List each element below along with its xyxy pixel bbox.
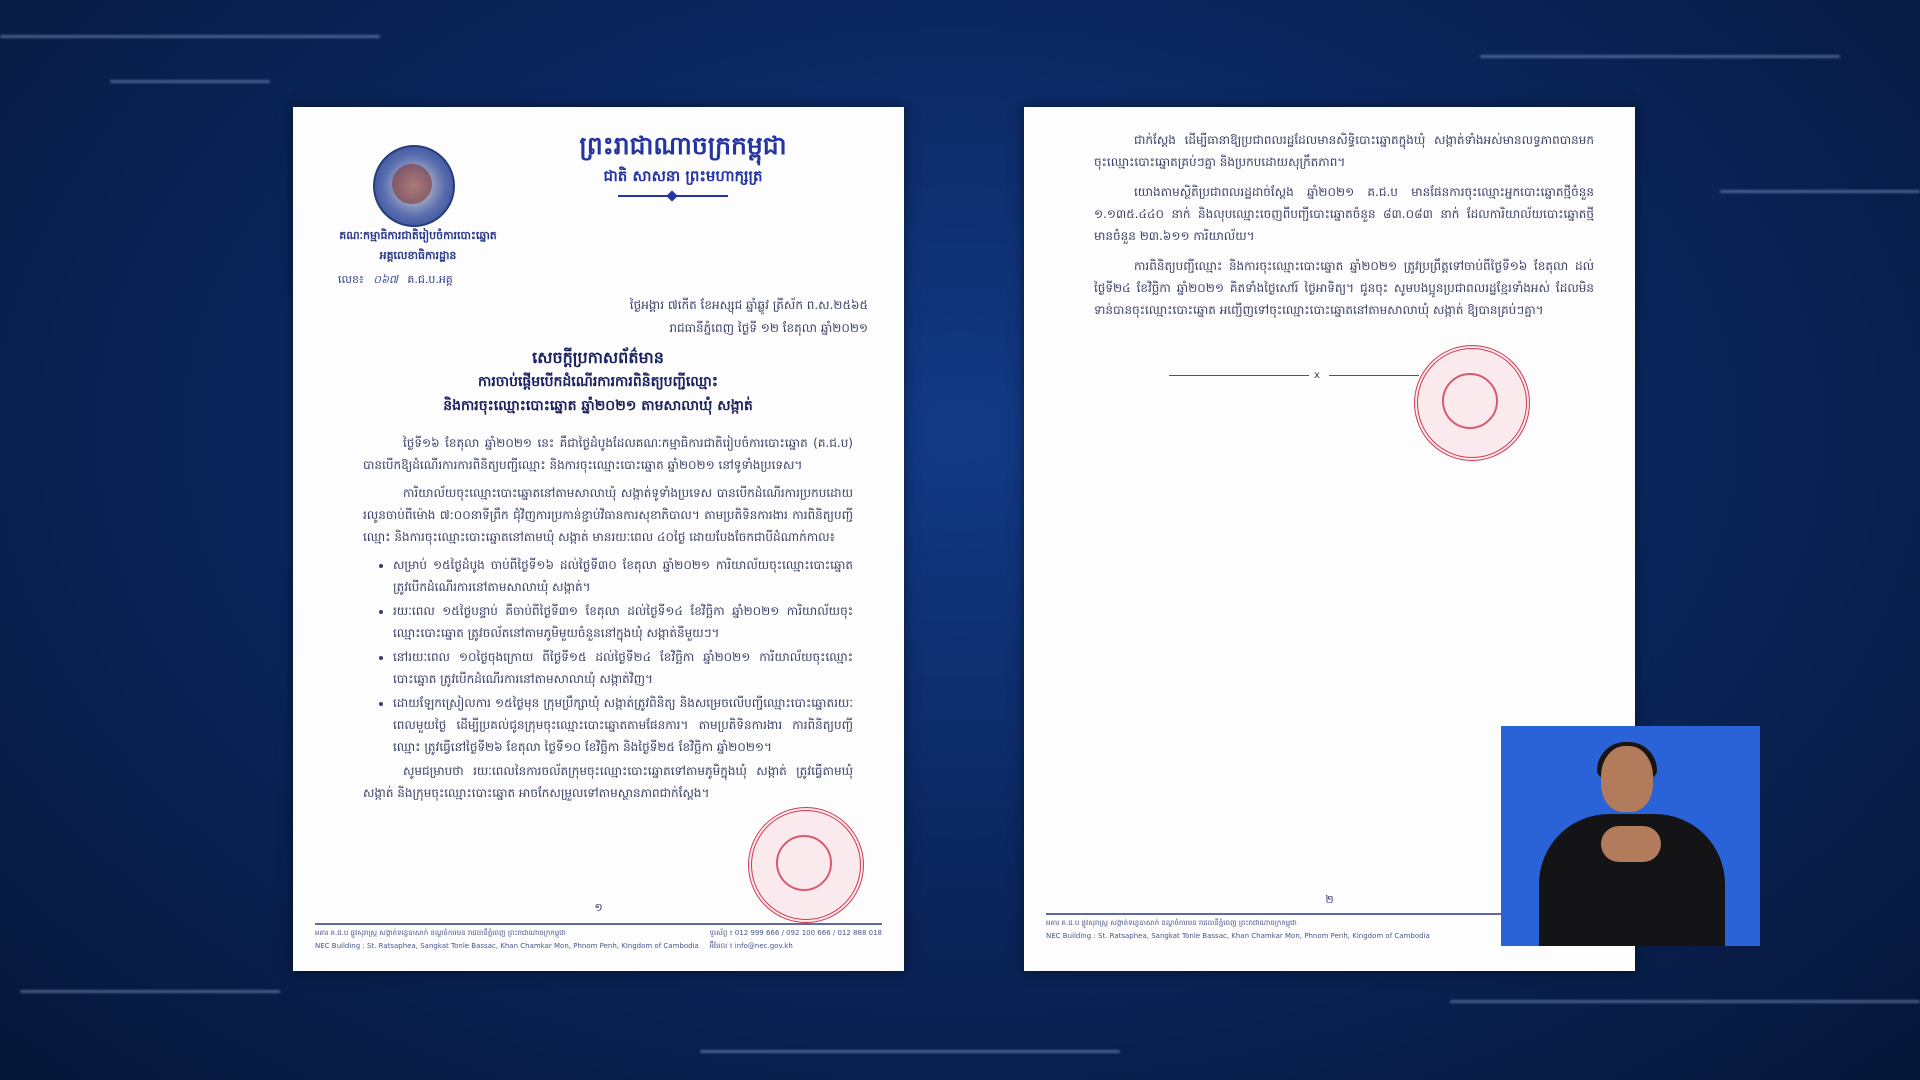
- official-seal-stamp: [1414, 345, 1530, 461]
- paragraph-1: ថ្ងៃទី១៦ ខែតុលា ឆ្នាំ២០២១ នេះ គឺជាថ្ងៃដំបូងដែលគណៈកម្មាធិការជាតិរៀបចំការបោះឆ្នោត (គ.ជ.ប) បានបើកឱ្យដំណើរការការពិនិត្យបញ្ជីឈ្មោះ និងការចុះឈ្មោះបោះឆ្នោត ឆ្នាំ២០២១ នៅទូទាំងប្រទេស។: [363, 436, 853, 472]
- footer-address-kh: អគារ គ.ជ.ប ផ្លូវសុរាស្ត្រ សង្កាត់ទន្លេបាសាក់ ខណ្ឌចំការមន រាជធានីភ្នំពេញ ព្រះរាជាណាចក្រកម្ពុជា: [315, 929, 566, 937]
- schedule-list: [363, 554, 853, 758]
- list-item: • រយៈពេល ១៥ថ្ងៃបន្ទាប់ គឺចាប់ពីថ្ងៃទី៣១ ខែតុលា ដល់ថ្ងៃទី១៤ ខែវិច្ឆិកា ឆ្នាំ២០២១ ការិយាល័យចុះឈ្មោះបោះឆ្នោត ត្រូវចល័តនៅតាមភូមិមួយចំនួននៅក្នុងឃុំ សង្កាត់នីមួយៗ។: [393, 600, 853, 644]
- sign-language-interpreter-video: [1501, 726, 1760, 946]
- paragraph-2: យោងតាមស្ថិតិប្រជាពលរដ្ឋដាច់ស្តែង ឆ្នាំ២០២១ គ.ជ.ប មានផែនការចុះឈ្មោះអ្នកបោះឆ្នោតថ្មីចំនួន ១.១៣៥.៤៤០ នាក់ និងលុបឈ្មោះចេញពីបញ្ជីបោះឆ្នោតចំនួន ៨៣.០៨៣ នាក់ ដែលការិយាល័យបោះឆ្នោតថ្មី មានចំនួន ២៣.៦១១ ការិយាល័យ។: [1094, 185, 1594, 243]
- nec-emblem-logo: [373, 145, 455, 227]
- department-name: គណៈកម្មាធិការជាតិរៀបចំការបោះឆ្នោត: [339, 229, 497, 242]
- list-item: • នៅរយៈពេល ១០ថ្ងៃចុងក្រោយ ពីថ្ងៃទី១៥ ដល់ថ្ងៃទី២៤ ខែវិច្ឆិកា ឆ្នាំ២០២១ ការិយាល័យចុះឈ្មោះបោះឆ្នោត ត្រូវបើកដំណើរការនៅតាមសាលាឃុំ សង្កាត់វិញ។: [393, 646, 853, 690]
- body-text: [363, 432, 853, 810]
- department-sub: អគ្គលេខាធិការដ្ឋាន: [379, 249, 457, 262]
- press-release-subtitle-2: និងការចុះឈ្មោះបោះឆ្នោត ឆ្នាំ២០២១ តាមសាលាឃុំ សង្កាត់: [443, 398, 753, 414]
- separator-line-right: [1329, 375, 1419, 376]
- date-lunar: ថ្ងៃអង្គារ ៧កើត ខែអស្សុជ ឆ្នាំឆ្លូវ ត្រីស័ក ព.ស.២៥៦៥: [629, 298, 868, 312]
- paragraph-1: ជាក់ស្តែង ដើម្បីធានាឱ្យប្រជាពលរដ្ឋដែលមានសិទ្ធិបោះឆ្នោតក្នុងឃុំ សង្កាត់ទាំងអស់មានលទ្ធភាពបានមកចុះឈ្មោះបោះឆ្នោតគ្រប់ៗគ្នា និងប្រកបដោយសុក្រឹតភាព។: [1094, 133, 1594, 169]
- footer-address-en: NEC Building : St. Ratsaphea, Sangkat Tonle Bassac, Khan Chamkar Mon, Phnom Penh, Kingdom of Cambodia: [315, 942, 699, 950]
- national-motto: ជាតិ សាសនា ព្រះមហាក្សត្រ: [603, 167, 763, 185]
- body-text-page-2: [1094, 129, 1594, 329]
- footer-divider: [315, 923, 882, 925]
- paragraph-2: ការិយាល័យចុះឈ្មោះបោះឆ្នោតនៅតាមសាលាឃុំ សង្កាត់ទូទាំងប្រទេស បានបើកដំណើរការប្រកបដោយរលូនចាប់ពីម៉ោង ៧:០០នាទីព្រឹក ជុំវិញការប្រកាន់ខ្ជាប់វិធានការសុខាភិបាល។ តាមប្រតិទិនការងារ ការពិនិត្យបញ្ជីឈ្មោះ និងការចុះឈ្មោះបោះឆ្នោតនៅតាមឃុំ សង្កាត់ មានរយៈពេល ៤០ថ្ងៃ ដោយបែងចែកជាបីដំណាក់កាល៖: [363, 486, 853, 544]
- list-item: • សម្រាប់ ១៥ថ្ងៃដំបូង ចាប់ពីថ្ងៃទី១៦ ដល់ថ្ងៃទី៣០ ខែតុលា ឆ្នាំ២០២១ ការិយាល័យចុះឈ្មោះបោះឆ្នោត ត្រូវបើកដំណើរការនៅតាមសាលាឃុំ សង្កាត់។: [393, 554, 853, 598]
- press-release-subtitle-1: ការចាប់ផ្តើមបើកដំណើរការការពិនិត្យបញ្ជីឈ្មោះ: [477, 374, 718, 390]
- paragraph-3: ការពិនិត្យបញ្ជីឈ្មោះ និងការចុះឈ្មោះបោះឆ្នោត ឆ្នាំ២០២១ ត្រូវប្រព្រឹត្តទៅចាប់ពីថ្ងៃទី១៦ ខែតុលា ដល់ថ្ងៃទី២៤ ខែវិច្ឆិកា ឆ្នាំ២០២១ គិតទាំងថ្ងៃសៅរ៍ ថ្ងៃអាទិត្យ។ ជូនចុះ សូមបងប្អូនប្រជាពលរដ្ឋខ្មែរទាំងអស់ ដែលមិនទាន់បានចុះឈ្មោះបោះឆ្នោត អញ្ជើញទៅចុះឈ្មោះបោះឆ្នោតនៅតាមសាលាឃុំ សង្កាត់ ឱ្យបានគ្រប់ៗគ្នា។: [1094, 259, 1594, 317]
- footer-address-en: NEC Building : St. Ratsaphea, Sangkat Tonle Bassac, Khan Chamkar Mon, Phnom Penh, Kingdom of Cambodia: [1046, 932, 1430, 940]
- separator-mark: x: [1314, 370, 1320, 381]
- separator-line-left: [1169, 375, 1309, 376]
- page-number: ២: [1325, 893, 1334, 906]
- list-item: • ដោយឡែកស្រៀលការ ១៥ថ្ងៃមុន ក្រុមប្រឹក្សាឃុំ សង្កាត់ត្រូវពិនិត្យ និងសម្រេចលើបញ្ជីឈ្មោះបោះឆ្នោតរយៈពេលមួយថ្ងៃ ដើម្បីប្រគល់ជូនក្រុមចុះឈ្មោះបោះឆ្នោតតាមផែនការ។ តាមប្រតិទិនការងារ ការពិនិត្យបញ្ជីឈ្មោះ ត្រូវធ្វើនៅថ្ងៃទី២៦ ខែតុលា ថ្ងៃទី១០ ខែវិច្ឆិកា និងថ្ងៃទី២៥ ខែវិច្ឆិកា ឆ្នាំ២០២១។: [393, 692, 853, 758]
- date-solar: រាជធានីភ្នំពេញ ថ្ងៃទី ១២ ខែតុលា ឆ្នាំ២០២១: [669, 321, 868, 335]
- footer-contact: ទូរស័ព្ទ ៖ 012 999 666 / 092 100 666 / 012 888 018 អ៊ីមែល ៖ info@nec.gov.kh: [709, 929, 882, 950]
- reference-number: លេខ៖ ០៦៧ គ.ជ.ប.អគ្គ: [338, 273, 453, 286]
- document-page-1: [293, 107, 904, 971]
- ornament-divider: [618, 195, 728, 197]
- footer-address-kh: អគារ គ.ជ.ប ផ្លូវសុរាស្ត្រ សង្កាត់ទន្លេបាសាក់ ខណ្ឌចំការមន រាជធានីភ្នំពេញ ព្រះរាជាណាចក្រកម្ពុជា: [1046, 919, 1297, 927]
- kingdom-heading: ព្រះរាជាណាចក្រកម្ពុជា: [579, 131, 787, 160]
- footer: [315, 927, 882, 953]
- page-number: ១: [594, 901, 603, 914]
- paragraph-3: សូមជម្រាបថា រយៈពេលនៃការចល័តក្រុមចុះឈ្មោះបោះឆ្នោតទៅតាមភូមិក្នុងឃុំ សង្កាត់ ត្រូវធ្វើតាមឃុំ សង្កាត់ និងក្រុមចុះឈ្មោះបោះឆ្នោត អាចកែសម្រួលទៅតាមស្ថានភាពជាក់ស្តែង។: [363, 764, 853, 800]
- press-release-title: សេចក្តីប្រកាសព័ត៌មាន: [532, 348, 664, 367]
